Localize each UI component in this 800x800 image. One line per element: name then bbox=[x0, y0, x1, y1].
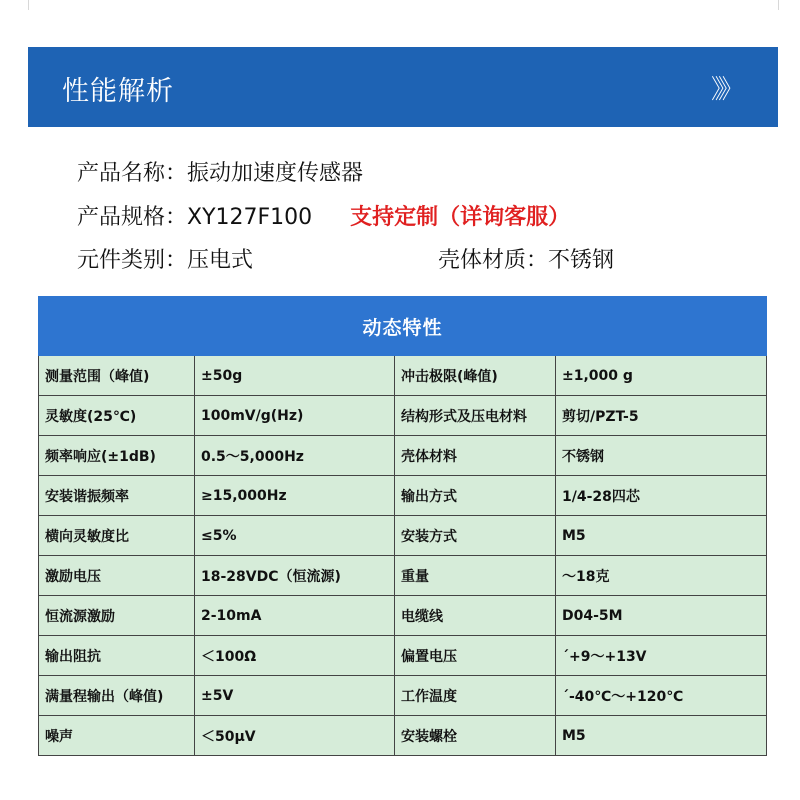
table-cell-param-value: ±50g bbox=[195, 356, 395, 396]
housing-material-value: 不锈钢 bbox=[548, 248, 615, 273]
table-cell-param-name: 壳体材料 bbox=[395, 436, 556, 476]
table-cell-param-value: ´-40℃～+120℃ bbox=[556, 676, 767, 716]
table-cell-param-name: 横向灵敏度比 bbox=[39, 516, 195, 556]
table-cell-param-value: 2-10mA bbox=[195, 596, 395, 636]
table-cell-param-name: 偏置电压 bbox=[395, 636, 556, 676]
product-spec-label: 产品规格： bbox=[77, 205, 188, 230]
table-cell-param-name: 灵敏度(25℃) bbox=[39, 396, 195, 436]
product-name-line bbox=[77, 156, 363, 187]
table-row bbox=[39, 356, 767, 396]
housing-material-label: 壳体材质： bbox=[438, 248, 549, 273]
spec-table-wrapper bbox=[38, 296, 766, 756]
table-cell-param-name: 恒流源激励 bbox=[39, 596, 195, 636]
table-cell-param-name: 安装方式 bbox=[395, 516, 556, 556]
product-name-value: 振动加速度传感器 bbox=[187, 161, 364, 186]
table-cell-param-value: ＜50μV bbox=[195, 716, 395, 756]
housing-material-line bbox=[438, 243, 614, 274]
table-cell-param-name: 安装螺栓 bbox=[395, 716, 556, 756]
table-cell-param-name: 噪声 bbox=[39, 716, 195, 756]
table-cell-param-name: 电缆线 bbox=[395, 596, 556, 636]
spec-table bbox=[38, 296, 767, 756]
double-chevron-right-icon: 》》 bbox=[710, 75, 738, 105]
table-row bbox=[39, 636, 767, 676]
table-cell-param-value: D04-5M bbox=[556, 596, 767, 636]
table-cell-param-value: ´+9～+13V bbox=[556, 636, 767, 676]
table-cell-param-value: ±1,000 g bbox=[556, 356, 767, 396]
table-cell-param-value: 0.5～5,000Hz bbox=[195, 436, 395, 476]
component-type-value: 压电式 bbox=[187, 248, 254, 273]
top-rule bbox=[0, 0, 800, 10]
table-row bbox=[39, 676, 767, 716]
table-row bbox=[39, 476, 767, 516]
table-row bbox=[39, 556, 767, 596]
table-title: 动态特性 bbox=[39, 297, 767, 356]
table-row bbox=[39, 396, 767, 436]
table-cell-param-value: 100mV/g(Hz) bbox=[195, 396, 395, 436]
table-cell-param-name: 激励电压 bbox=[39, 556, 195, 596]
table-cell-param-value: ＜100Ω bbox=[195, 636, 395, 676]
table-cell-param-name: 结构形式及压电材料 bbox=[395, 396, 556, 436]
table-cell-param-value: 不锈钢 bbox=[556, 436, 767, 476]
table-row bbox=[39, 516, 767, 556]
table-cell-param-value: M5 bbox=[556, 716, 767, 756]
table-cell-param-name: 重量 bbox=[395, 556, 556, 596]
table-cell-param-name: 频率响应(±1dB) bbox=[39, 436, 195, 476]
table-cell-param-name: 冲击极限(峰值) bbox=[395, 356, 556, 396]
table-row bbox=[39, 436, 767, 476]
table-cell-param-name: 满量程输出（峰值) bbox=[39, 676, 195, 716]
product-name-label: 产品名称： bbox=[77, 161, 188, 186]
table-header-row bbox=[39, 297, 767, 356]
product-spec-value: XY127F100 bbox=[187, 205, 313, 230]
table-cell-param-value: ±5V bbox=[195, 676, 395, 716]
table-cell-param-name: 输出阻抗 bbox=[39, 636, 195, 676]
custom-note: 支持定制（详询客服） bbox=[350, 205, 571, 230]
table-cell-param-name: 安装谐振频率 bbox=[39, 476, 195, 516]
table-cell-param-name: 工作温度 bbox=[395, 676, 556, 716]
product-spec-line bbox=[77, 200, 570, 231]
table-cell-param-value: 剪切/PZT-5 bbox=[556, 396, 767, 436]
table-cell-param-value: ≥15,000Hz bbox=[195, 476, 395, 516]
banner-title: 性能解析 bbox=[62, 76, 174, 107]
table-cell-param-name: 输出方式 bbox=[395, 476, 556, 516]
table-row bbox=[39, 716, 767, 756]
table-row bbox=[39, 596, 767, 636]
table-cell-param-value: 1/4-28四芯 bbox=[556, 476, 767, 516]
table-cell-param-value: ≤5% bbox=[195, 516, 395, 556]
table-cell-param-value: 18-28VDC（恒流源) bbox=[195, 556, 395, 596]
section-banner bbox=[28, 47, 778, 127]
table-cell-param-value: ～18克 bbox=[556, 556, 767, 596]
table-cell-param-name: 测量范围（峰值) bbox=[39, 356, 195, 396]
component-type-label: 元件类别： bbox=[77, 248, 188, 273]
component-type-line bbox=[77, 243, 253, 274]
table-cell-param-value: M5 bbox=[556, 516, 767, 556]
